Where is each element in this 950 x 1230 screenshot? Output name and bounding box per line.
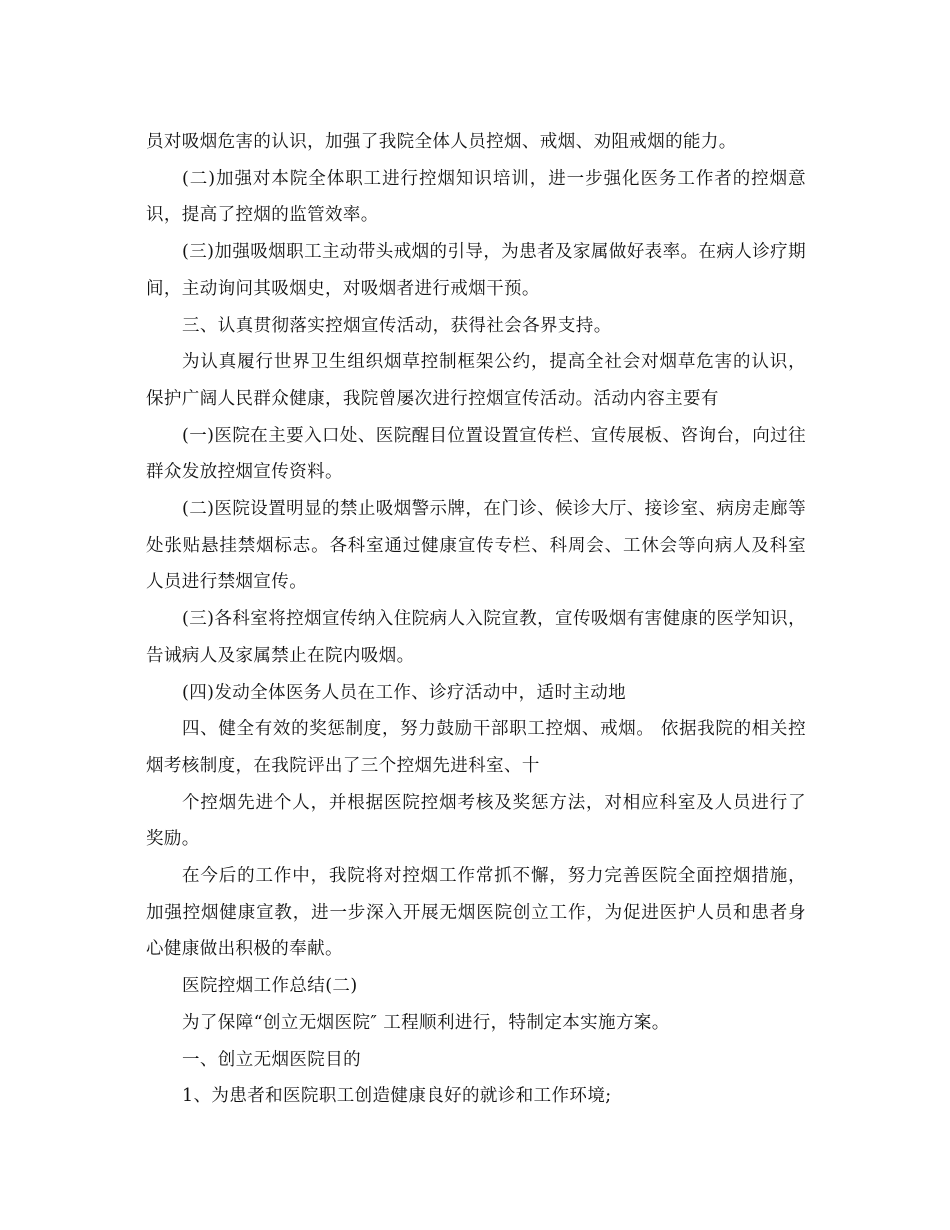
paragraph-item-2-signs: (二)医院设置明显的禁止吸烟警示牌，在门诊、候诊大厅、接诊室、病房走廊等处张贴悬挂禁烟标志。各科室通过健康宣传专栏、科周会、工休会等向病人及科室人员进行禁烟宣传。 — [146, 499, 806, 593]
paragraph-conclusion: 在今后的工作中，我院将对控烟工作常抓不懈，努力完善医院全面控烟措施，加强控烟健康宣教，进一步深入开展无烟医院创立工作，为促进医护人员和患者身心健康做出积极的奉献。 — [146, 866, 806, 960]
document-body — [146, 124, 806, 1115]
section-heading-3: 三、认真贯彻落实控烟宣传活动，获得社会各界支持。 — [182, 315, 612, 336]
section-heading-4: 四、健全有效的奖惩制度，努力鼓励干部职工控烟、戒烟。 依据我院的相关控烟考核制度，在我院评出了三个控烟先进科室、十 — [146, 719, 806, 776]
document-subtitle: 医院控烟工作总结(二) — [182, 976, 358, 997]
paragraph-item-3-education: (三)各科室将控烟宣传纳入住院病人入院宣教，宣传吸烟有害健康的医学知识，告诫病人及家属禁止在院内吸烟。 — [146, 609, 806, 666]
paragraph-item-1-entrance: (一)医院在主要入口处、医院醒目位置设置宣传栏、宣传展板、咨询台，向过往群众发放控烟宣传资料。 — [146, 425, 806, 483]
paragraph-plan-intro: 为了保障“创立无烟医院″ 工程顺利进行，特制定本实施方案。 — [182, 1012, 670, 1033]
paragraph-item-3-guidance: (三)加强吸烟职工主动带头戒烟的引导，为患者及家属做好表率。在病人诊疗期间，主动询问其吸烟史，对吸烟者进行戒烟干预。 — [146, 242, 806, 299]
paragraph-continuation: 员对吸烟危害的认识，加强了我院全体人员控烟、戒烟、劝阻戒烟的能力。 — [146, 132, 737, 152]
paragraph-item-4-staff: (四)发动全体医务人员在工作、诊疗活动中，适时主动地 — [182, 682, 627, 703]
section-heading-1: 一、创立无烟医院目的 — [182, 1049, 361, 1070]
paragraph-awards: 个控烟先进个人，并根据医院控烟考核及奖惩方法，对相应科室及人员进行了奖励。 — [146, 792, 806, 850]
list-item-1: 1、为患者和医院职工创造健康良好的就诊和工作环境; — [182, 1086, 612, 1107]
paragraph-publicity-intro: 为认真履行世界卫生组织烟草控制框架公约，提高全社会对烟草危害的认识，保护广阔人民群众健康，我院曾屡次进行控烟宣传活动。活动内容主要有 — [146, 352, 806, 409]
paragraph-item-2-training: (二)加强对本院全体职工进行控烟知识培训，进一步强化医务工作者的控烟意识，提高了控烟的监管效率。 — [146, 168, 806, 226]
